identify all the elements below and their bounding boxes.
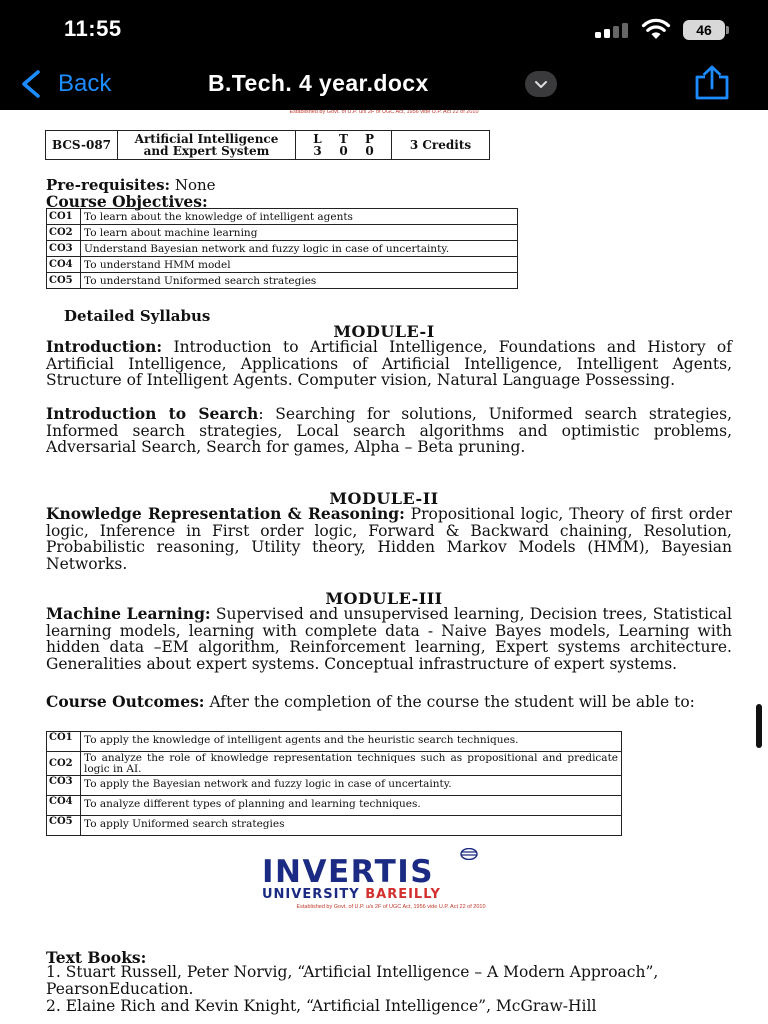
- share-icon[interactable]: [690, 64, 734, 102]
- table-row: CO2 To learn about machine learning: [47, 225, 518, 241]
- back-button[interactable]: [18, 66, 111, 102]
- module-2-title: MODULE-II: [329, 489, 439, 508]
- battery-icon: 46: [683, 20, 725, 40]
- course-code: BCS-087: [46, 131, 118, 160]
- table-row: CO1 To apply the knowledge of intelligent agents and the heuristic search techniques.: [47, 732, 622, 752]
- outcomes-table: [46, 731, 622, 836]
- table-row: CO1 To learn about the knowledge of intelligent agents: [47, 209, 518, 225]
- module-3-title: MODULE-III: [325, 589, 443, 608]
- objectives-table: [46, 208, 518, 289]
- course-ltp: L T P 3 0 0: [296, 131, 392, 160]
- table-row: CO3 To apply the Bayesian network and fuzzy logic in case of uncertainty.: [47, 776, 622, 796]
- title-menu-button[interactable]: [525, 71, 557, 97]
- module-1-intro: Introduction: Introduction to Artificial Intelligence, Foundations and History of Artificial Intelligence, Applications of Artificial Intelligence, Intelligent Agents, Structure of Intelligent Agents. Computer vision, Natural Language Possessing.: [46, 337, 732, 390]
- module-2-text: Knowledge Representation & Reasoning: Propositional logic, Theory of first order logic, Inference in First order logic, Forward & Backward chaining, Resolution, Probabilistic reasoning, Utility theory, Hidden Markov Models (HMM), Bayesian Networks.: [46, 504, 732, 573]
- logo-subtitle: UNIVERSITY BAREILLY: [262, 887, 441, 902]
- status-time: 11:55: [64, 16, 122, 41]
- course-name: Artificial Intelligence and Expert System: [118, 131, 296, 160]
- chevron-left-icon: [18, 69, 44, 99]
- objectives-heading: Course Objectives:: [46, 192, 208, 211]
- course-outcomes-intro: Course Outcomes: After the completion of the course the student will be able to:: [46, 692, 695, 711]
- scrollbar-thumb[interactable]: [756, 704, 762, 748]
- table-row: CO5 To understand Uniformed search strategies: [47, 273, 518, 289]
- document-title[interactable]: B.Tech. 4 year.docx: [208, 70, 429, 96]
- wifi-icon: [641, 18, 671, 40]
- table-row: CO5 To apply Uniformed search strategies: [47, 816, 622, 836]
- back-label: Back: [58, 70, 112, 97]
- syllabus-heading: Detailed Syllabus: [64, 307, 211, 325]
- university-logo: [262, 848, 520, 918]
- logo-watermark-text: Established by Govt. of U.P. u/s 2F of UGC Act, 1956 vide U.P. Act 22 of 2010: [296, 904, 486, 910]
- app-header: [0, 0, 768, 110]
- table-row: CO3 Understand Bayesian network and fuzzy logic in case of uncertainty.: [47, 241, 518, 257]
- book-item: 1. Stuart Russell, Peter Norvig, “Artificial Intelligence – A Modern Approach”, PearsonEducation.: [46, 963, 659, 998]
- prerequisites: Pre-requisites: None: [46, 176, 216, 194]
- cellular-signal-icon: [595, 22, 631, 38]
- logo-globe-icon: [460, 848, 478, 860]
- table-row: CO4 To analyze different types of planning and learning techniques.: [47, 796, 622, 816]
- logo-name: INVERTIS: [262, 854, 435, 890]
- course-info-table: [45, 130, 490, 160]
- module-3-text: Machine Learning: Supervised and unsupervised learning, Decision trees, Statistical learning models, learning with complete data - Naive Bayes models, Learning with hidden data –EM algorithm, Reinforcement learning, Expert systems architecture. Generalities about expert systems. Conceptual infrastructure of expert systems.: [46, 604, 732, 673]
- chevron-down-icon: [534, 80, 548, 89]
- module-1-title: MODULE-I: [333, 322, 435, 341]
- table-row: CO4 To understand HMM model: [47, 257, 518, 273]
- text-books-heading: Text Books:: [46, 948, 147, 967]
- document-viewer[interactable]: [0, 110, 768, 1024]
- course-credits: 3 Credits: [392, 131, 490, 160]
- module-1-search: Introduction to Search: Searching for solutions, Uniformed search strategies, Informed search strategies, Local search algorithms and optimistic problems, Adversarial Search, Search for games, Alpha – Beta pruning.: [46, 404, 732, 457]
- header-watermark-text: Established by Govt. of U.P. u/s 2F of UGC Act, 1956 vide U.P. Act 22 of 2010: [289, 110, 479, 115]
- table-row: CO2 To analyze the role of knowledge representation techniques such as propositional and predicate logic in AI.: [47, 752, 622, 776]
- book-item: 2. Elaine Rich and Kevin Knight, “Artificial Intelligence”, McGraw-Hill: [46, 997, 597, 1015]
